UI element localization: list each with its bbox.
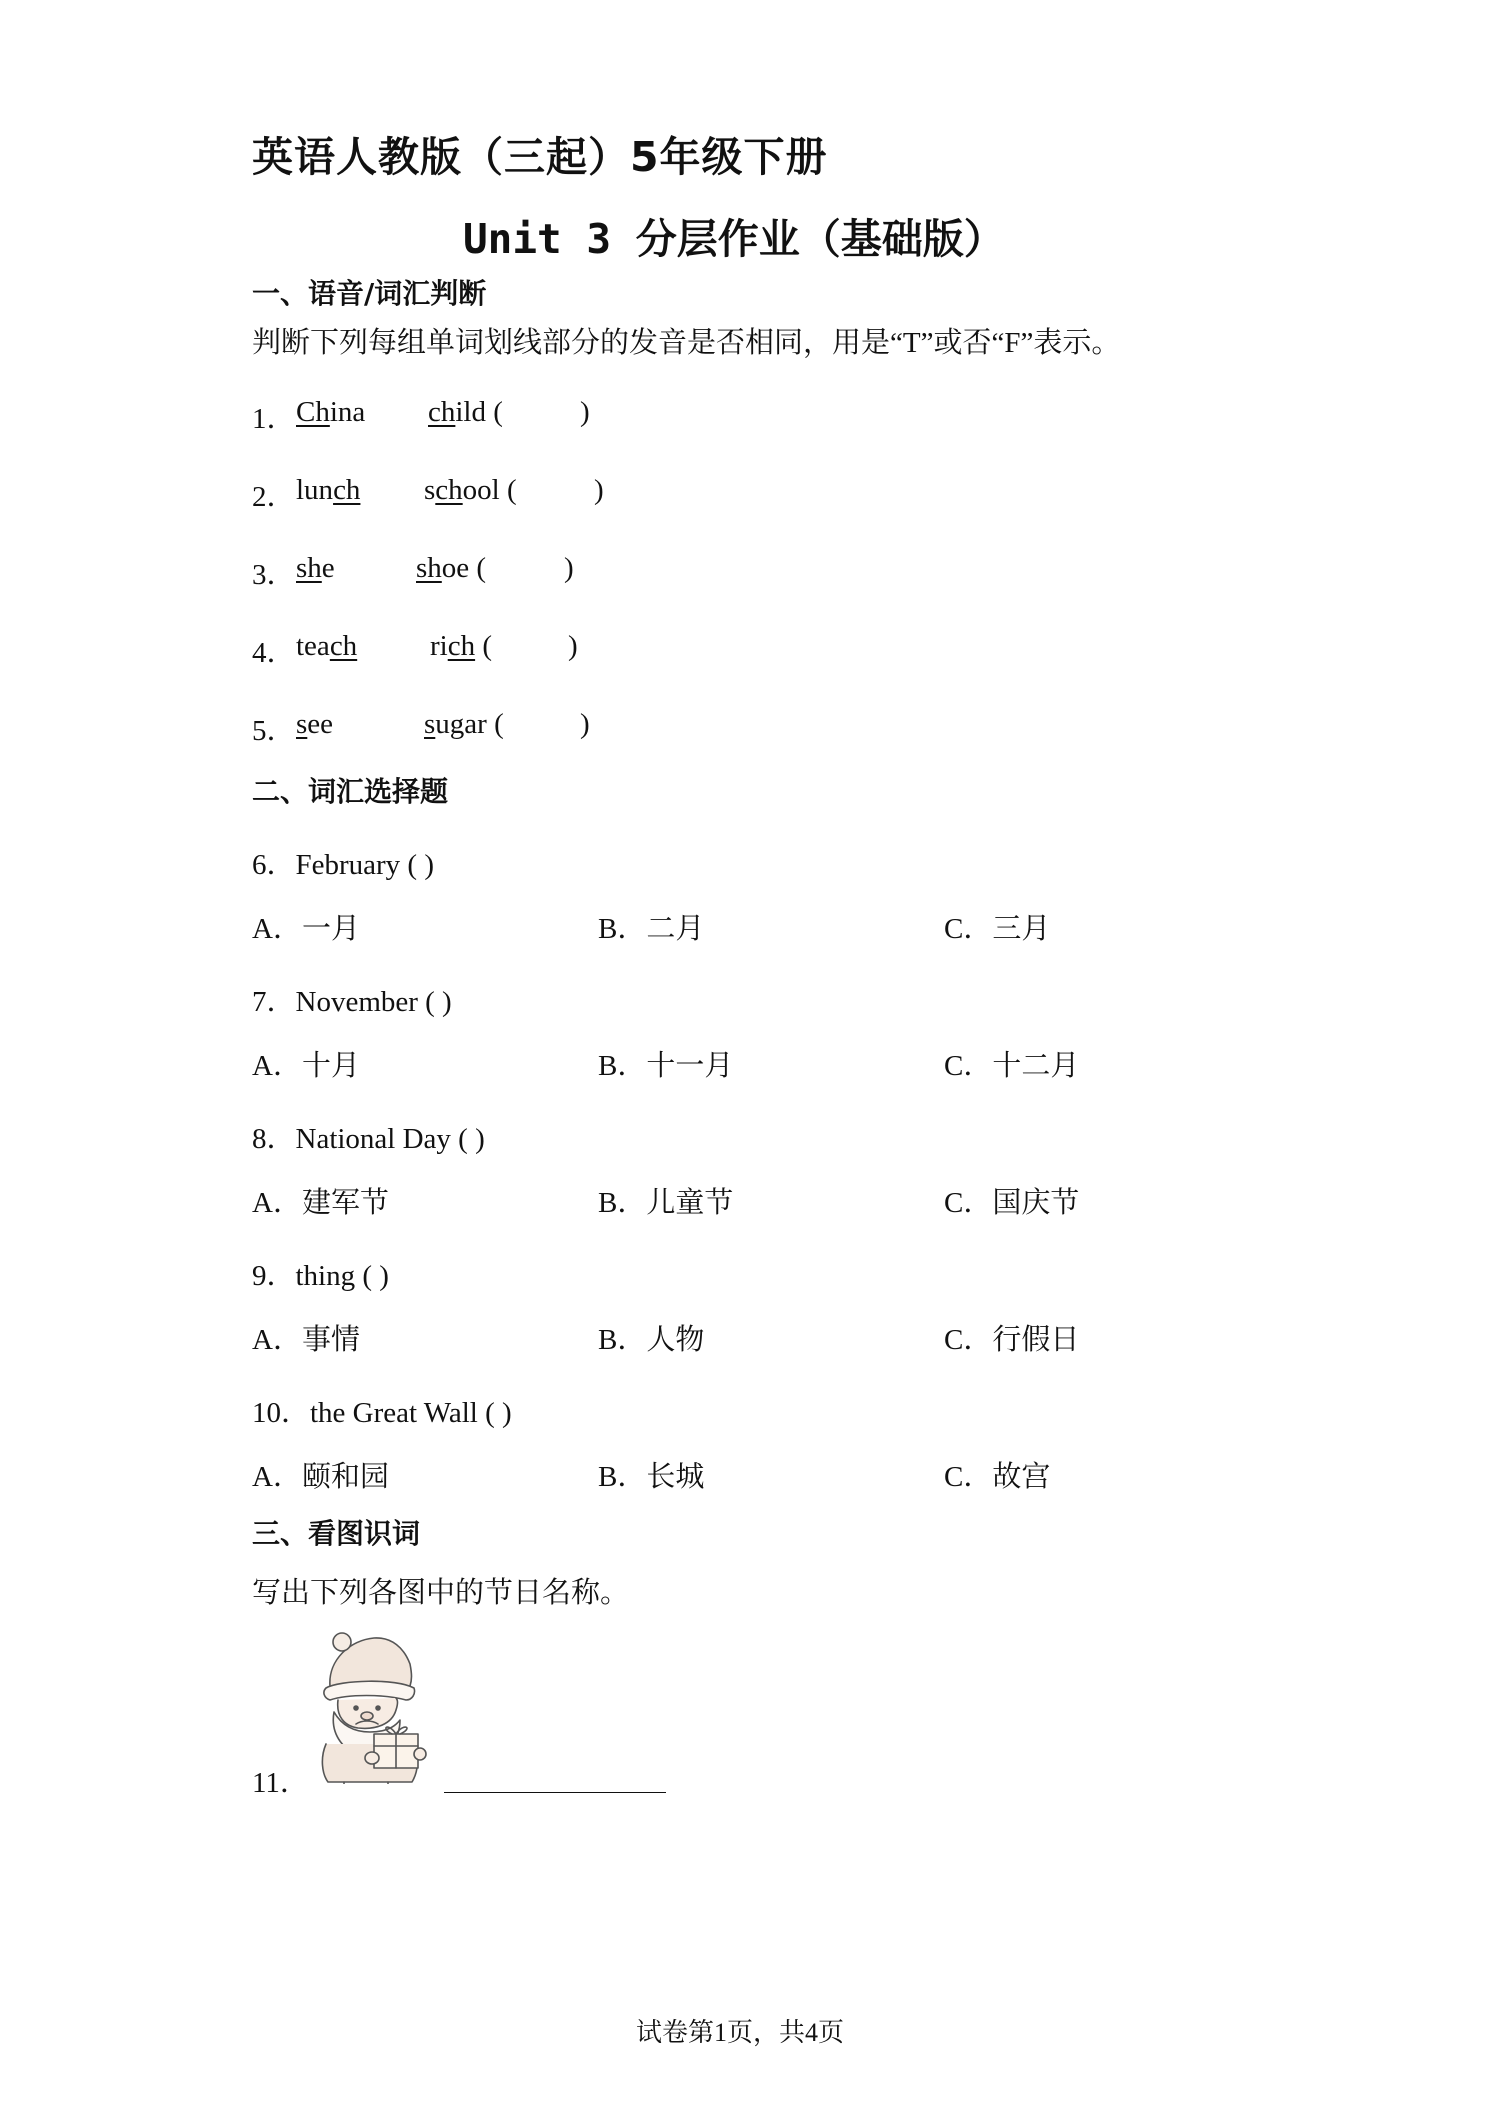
word-two: sugar ( [424, 708, 504, 740]
question-number: 5． [252, 715, 296, 747]
section-heading-vocabulary: 二、词汇选择题 [252, 775, 449, 808]
option-a[interactable]: A．事情 [252, 1324, 360, 1356]
question-text: 6．February ( ) [252, 849, 435, 881]
section-heading-picture: 三、看图识词 [252, 1517, 421, 1550]
section-heading-phonics: 一、语音/词汇判断 [252, 277, 487, 310]
answer-blank-close[interactable]: ) [594, 474, 604, 506]
section-instruction-phonics: 判断下列每组单词划线部分的发音是否相同，用是“T”或否“F”表示。 [252, 327, 1121, 359]
santa-claus-illustration [300, 1624, 450, 1784]
question-text: 10．the Great Wall ( ) [252, 1397, 512, 1429]
answer-blank-close[interactable]: ) [564, 552, 574, 584]
option-c[interactable]: C．故宫 [944, 1461, 1051, 1493]
question-text: 8．National Day ( ) [252, 1123, 485, 1155]
option-a[interactable]: A．十月 [252, 1050, 360, 1082]
word-one: China [296, 396, 366, 428]
option-a[interactable]: A．建军节 [252, 1187, 389, 1219]
word-two: shoe ( [416, 552, 487, 584]
option-a[interactable]: A．一月 [252, 913, 360, 945]
question-text: 9．thing ( ) [252, 1260, 389, 1292]
question-number: 4． [252, 637, 296, 669]
option-b[interactable]: B．二月 [598, 913, 705, 945]
section-instruction-picture: 写出下列各图中的节日名称。 [252, 1577, 630, 1609]
option-c[interactable]: C．国庆节 [944, 1187, 1080, 1219]
word-two: school ( [424, 474, 517, 506]
word-two: child ( [428, 396, 503, 428]
option-b[interactable]: B．长城 [598, 1461, 705, 1493]
question-text: 7．November ( ) [252, 986, 452, 1018]
answer-blank-close[interactable]: ) [568, 630, 578, 662]
word-one: see [296, 708, 334, 740]
option-b[interactable]: B．儿童节 [598, 1187, 734, 1219]
question-number: 3． [252, 559, 296, 591]
answer-blank-close[interactable]: ) [580, 708, 590, 740]
option-b[interactable]: B．十一月 [598, 1050, 734, 1082]
page-footer: 试卷第1页，共4页 [636, 2018, 845, 2047]
option-b[interactable]: B．人物 [598, 1324, 705, 1356]
option-c[interactable]: C．行假日 [944, 1324, 1080, 1356]
word-one: she [296, 552, 335, 584]
page-subtitle: Unit 3 分层作业（基础版） [463, 215, 1005, 263]
option-a[interactable]: A．颐和园 [252, 1461, 389, 1493]
option-c[interactable]: C．三月 [944, 913, 1051, 945]
answer-blank-close[interactable]: ) [580, 396, 590, 428]
word-two: rich ( [430, 630, 493, 662]
option-c[interactable]: C．十二月 [944, 1050, 1080, 1082]
word-one: teach [296, 630, 358, 662]
word-one: lunch [296, 474, 361, 506]
question-number: 1． [252, 403, 296, 435]
answer-line-11[interactable] [444, 1792, 666, 1793]
question-number-11: 11． [252, 1767, 309, 1799]
page-title: 英语人教版（三起）5年级下册 [252, 133, 828, 181]
question-number: 2． [252, 481, 296, 513]
